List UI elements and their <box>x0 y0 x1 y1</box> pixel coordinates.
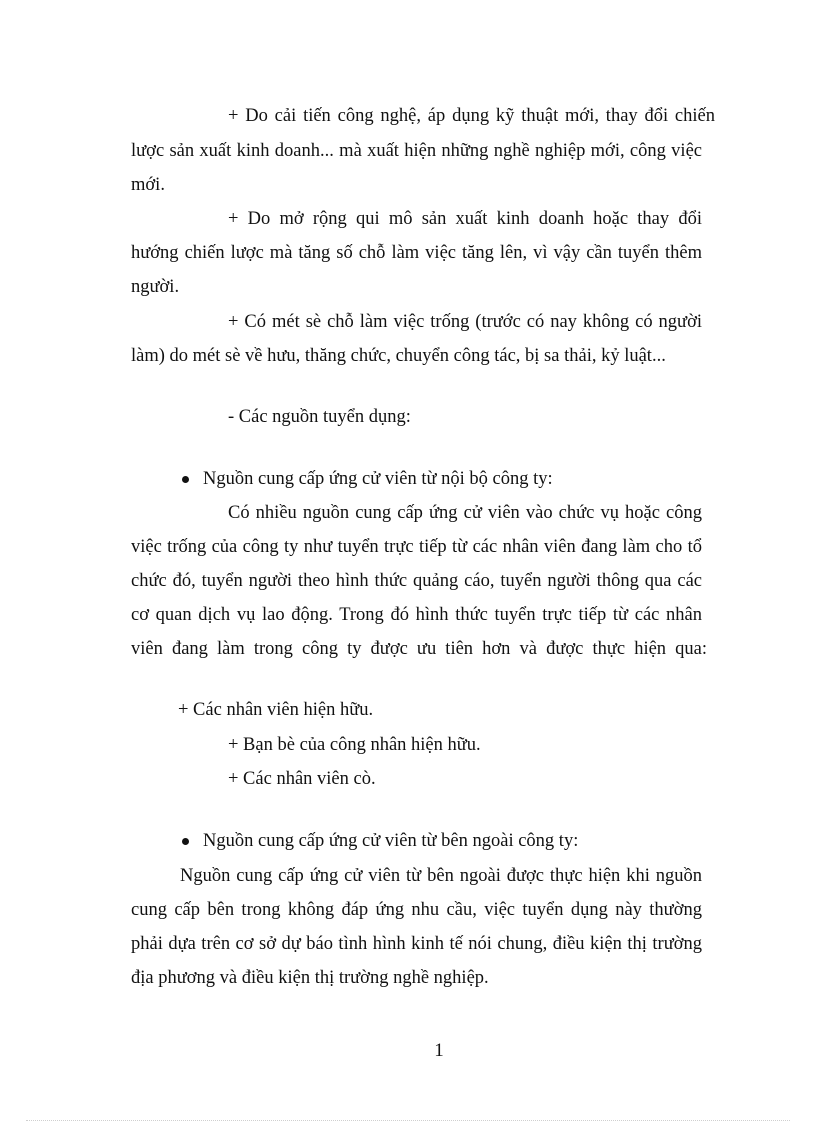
section-heading: - Các nguồn tuyển dụng: <box>228 407 411 427</box>
paragraph-line: mới. <box>131 175 165 195</box>
list-item: + Bạn bè của công nhân hiện hữu. <box>228 735 481 755</box>
paragraph-line: cơ quan dịch vụ lao động. Trong đó hình thức tuyển trực tiếp từ các nhân <box>131 605 702 625</box>
page-bottom-rule <box>26 1120 790 1121</box>
bullet-icon <box>182 476 189 483</box>
paragraph-line: phải dựa trên cơ sở dự báo tình hình kinh tế nói chung, điều kiện thị trường <box>131 934 702 954</box>
list-item: + Các nhân viên hiện hữu. <box>178 700 374 720</box>
paragraph-line: + Có mét sè chỗ làm việc trống (trước có nay không có người <box>228 312 702 332</box>
paragraph-line: hướng chiến lược mà tăng số chỗ làm việc tăng lên, vì vậy cần tuyển thêm <box>131 243 702 263</box>
paragraph-line: người. <box>131 277 180 297</box>
paragraph-line: việc trống của công ty như tuyển trực tiếp từ các nhân viên đang làm cho tổ <box>131 537 702 557</box>
page-number: 1 <box>434 1040 444 1061</box>
paragraph-line: địa phương và điều kiện thị trường nghề nghiệp. <box>131 968 489 988</box>
list-item: + Các nhân viên cò. <box>228 769 376 789</box>
paragraph-line: Có nhiều nguồn cung cấp ứng cử viên vào chức vụ hoặc công <box>228 503 702 523</box>
paragraph-line: + Do cải tiến công nghệ, áp dụng kỹ thuật mới, thay đổi chiến <box>228 106 715 126</box>
paragraph-line: lược sản xuất kinh doanh... mà xuất hiện những nghề nghiệp mới, công việc <box>131 141 702 161</box>
bullet-heading: Nguồn cung cấp ứng cử viên từ nội bộ công ty: <box>203 469 553 489</box>
paragraph-line: cung cấp bên trong không đáp ứng nhu cầu, việc tuyển dụng này thường <box>131 900 702 920</box>
paragraph-line: làm) do mét sè về hưu, thăng chức, chuyển công tác, bị sa thải, kỷ luật... <box>131 346 666 366</box>
paragraph-line: viên đang làm trong công ty được ưu tiên hơn và được thực hiện qua: <box>131 639 707 659</box>
paragraph-line: + Do mở rộng qui mô sản xuất kinh doanh hoặc thay đổi <box>228 209 702 229</box>
bullet-icon <box>182 838 189 845</box>
paragraph-line: chức đó, tuyển người theo hình thức quảng cáo, tuyển người thông qua các <box>131 571 702 591</box>
paragraph-line: Nguồn cung cấp ứng cử viên từ bên ngoài được thực hiện khi nguồn <box>180 866 702 886</box>
bullet-heading: Nguồn cung cấp ứng cử viên từ bên ngoài công ty: <box>203 831 579 851</box>
